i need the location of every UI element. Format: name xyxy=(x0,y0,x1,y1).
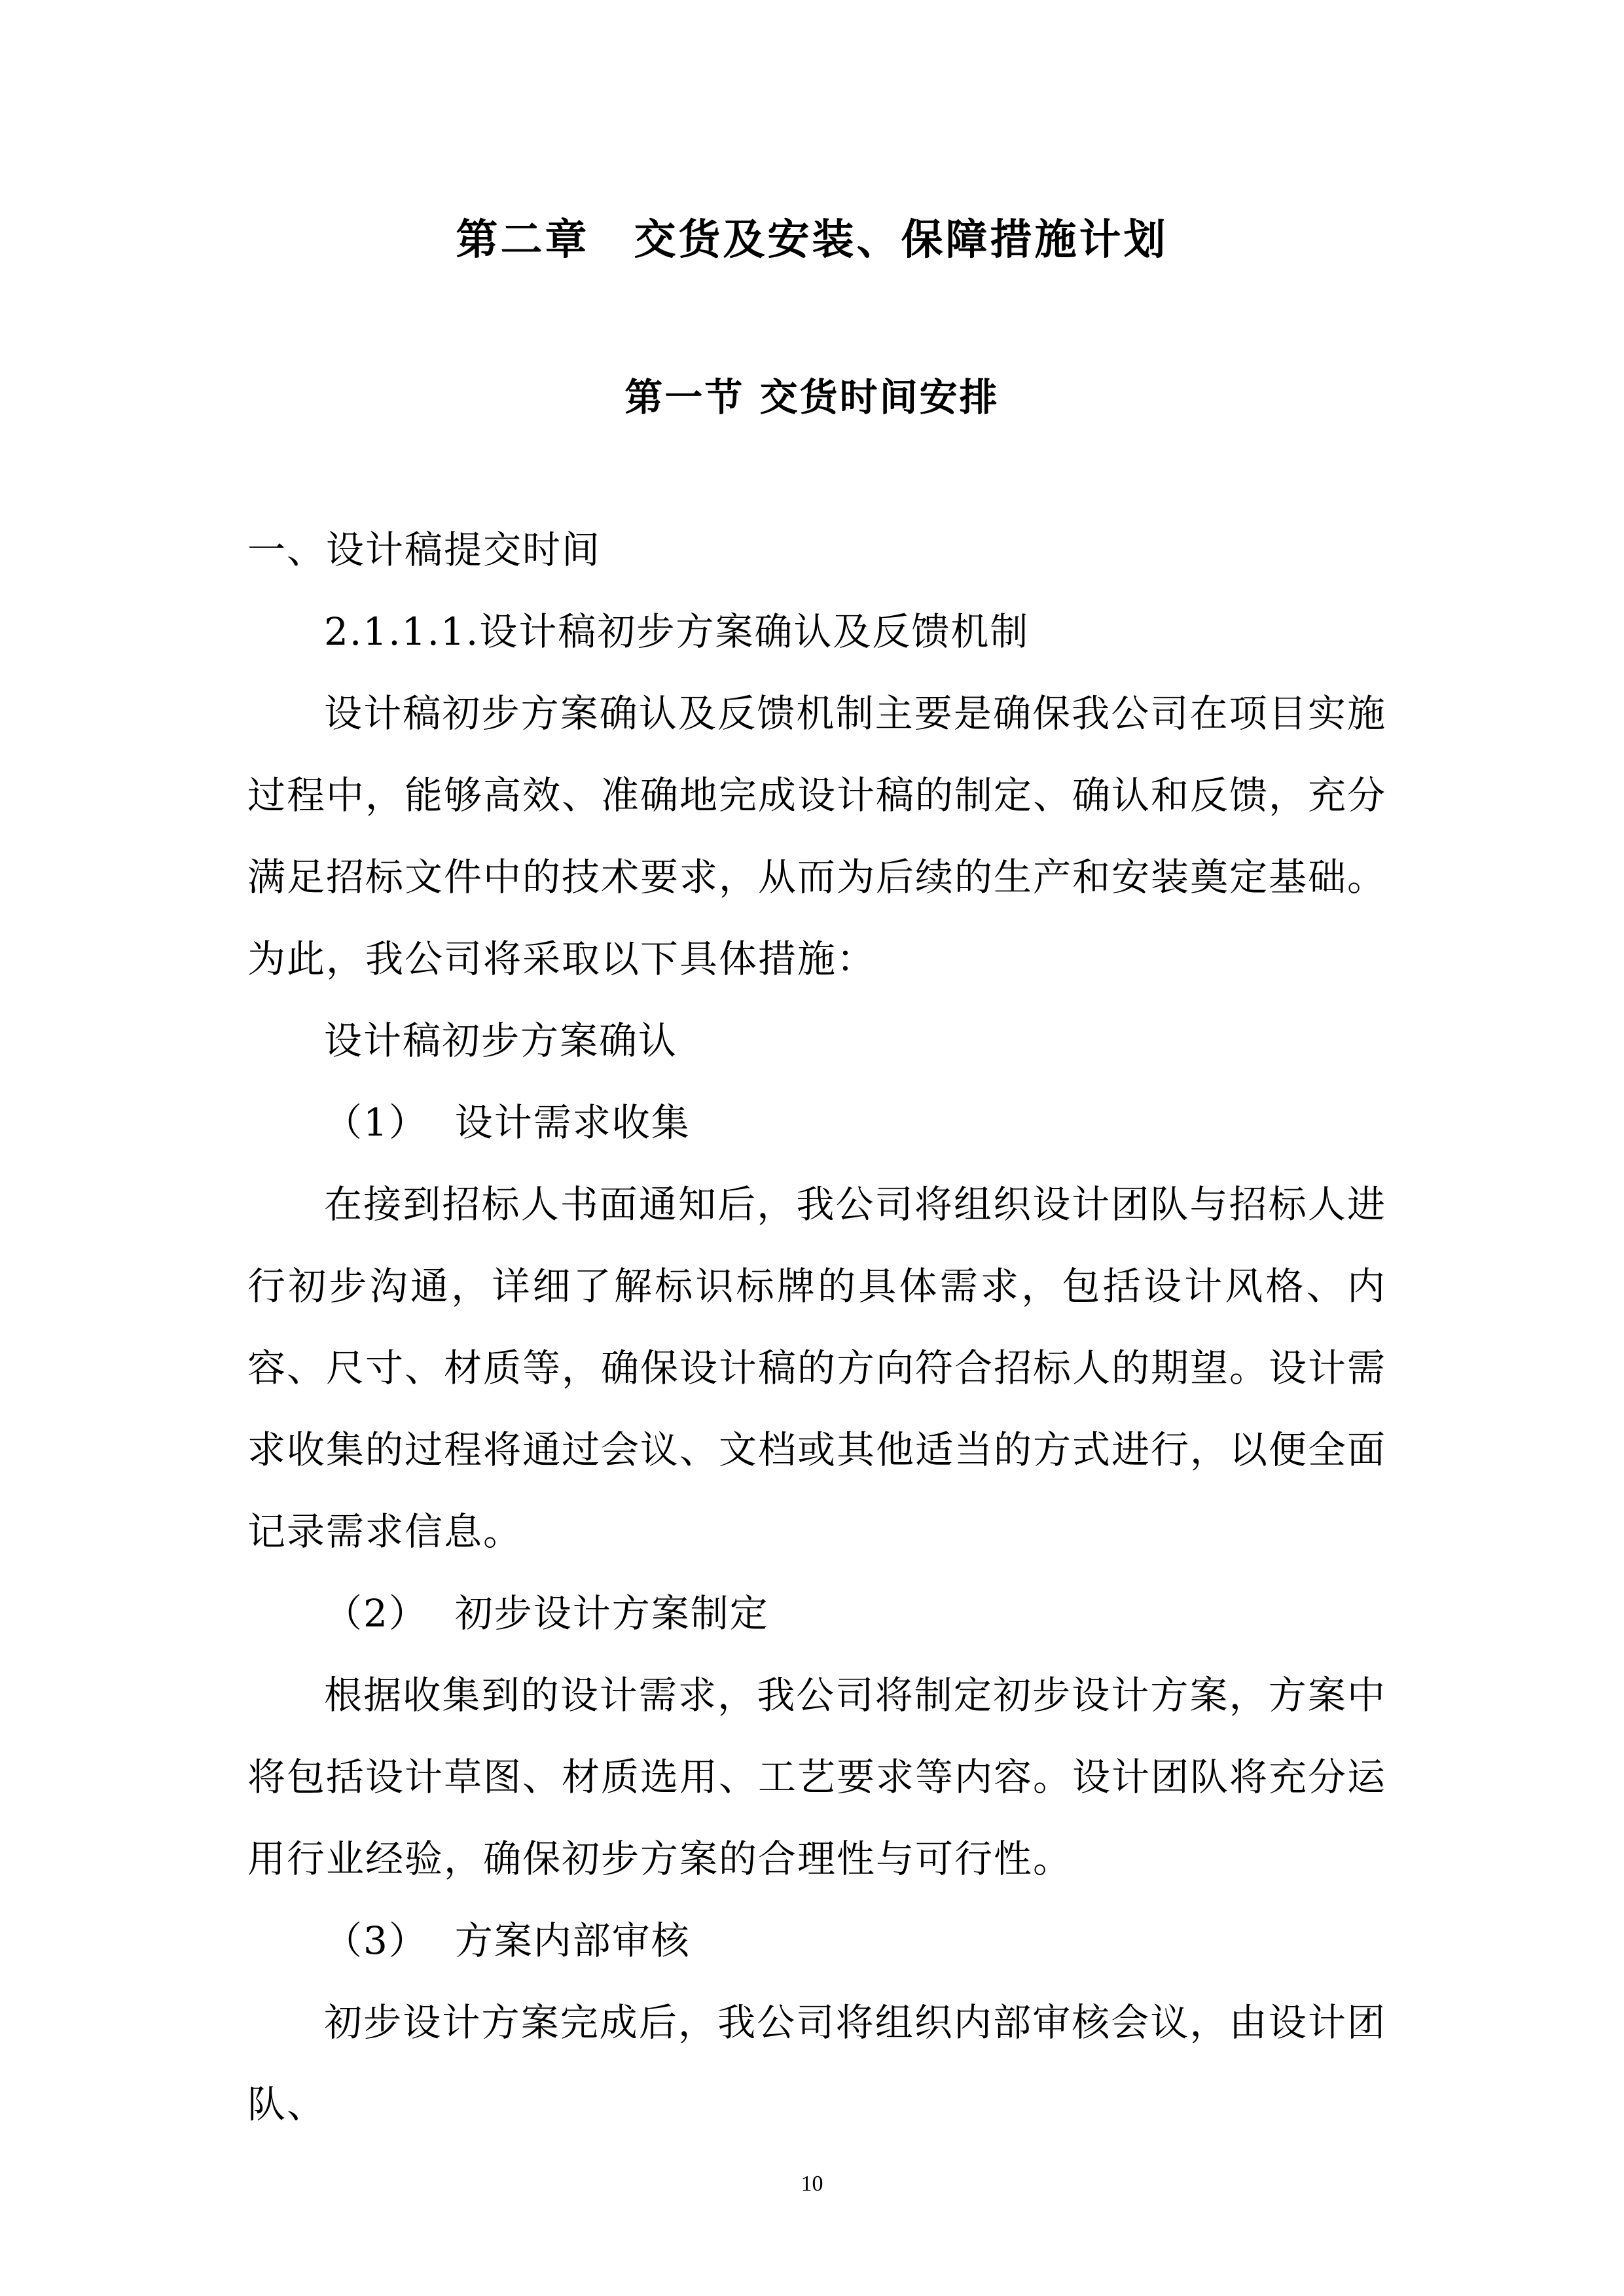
subsection-label: 设计稿初步方案确认 xyxy=(324,1018,678,1063)
item-3-label: （3） 方案内部审核 xyxy=(324,1918,691,1963)
section-title: 第一节 交货时间安排 xyxy=(624,375,1000,420)
subheading-confirmation-mechanism: 2.1.1.1.设计稿初步方案确认及反馈机制 xyxy=(324,609,1030,654)
document-body xyxy=(247,509,1386,2145)
intro-paragraph: 设计稿初步方案确认及反馈机制主要是确保我公司在项目实施过程中，能够高效、准确地完成设计稿的制定、确认和反馈，充分满足招标文件中的技术要求，从而为后续的生产和安装奠定基础。为此，我公司将采取以下具体措施： xyxy=(247,691,1387,981)
item-2-label: （2） 初步设计方案制定 xyxy=(324,1591,769,1636)
item-1-label: （1） 设计需求收集 xyxy=(324,1100,691,1145)
heading-design-submission-time: 一、设计稿提交时间 xyxy=(247,528,602,572)
item-3-paragraph: 初步设计方案完成后，我公司将组织内部审核会议，由设计团队、 xyxy=(247,2000,1386,2126)
item-1-paragraph: 在接到招标人书面通知后，我公司将组织设计团队与招标人进行初步沟通，详细了解标识标牌的具体需求，包括设计风格、内容、尺寸、材质等，确保设计稿的方向符合招标人的期望。设计需求收集的过程将通过会议、文档或其他适当的方式进行，以便全面记录需求信息。 xyxy=(247,1182,1387,1554)
page-number: 10 xyxy=(801,2172,823,2196)
item-2-paragraph: 根据收集到的设计需求，我公司将制定初步设计方案，方案中将包括设计草图、材质选用、工艺要求等内容。设计团队将充分运用行业经验，确保初步方案的合理性与可行性。 xyxy=(247,1673,1387,1881)
chapter-title: 第二章 交货及安装、保障措施计划 xyxy=(456,215,1168,264)
